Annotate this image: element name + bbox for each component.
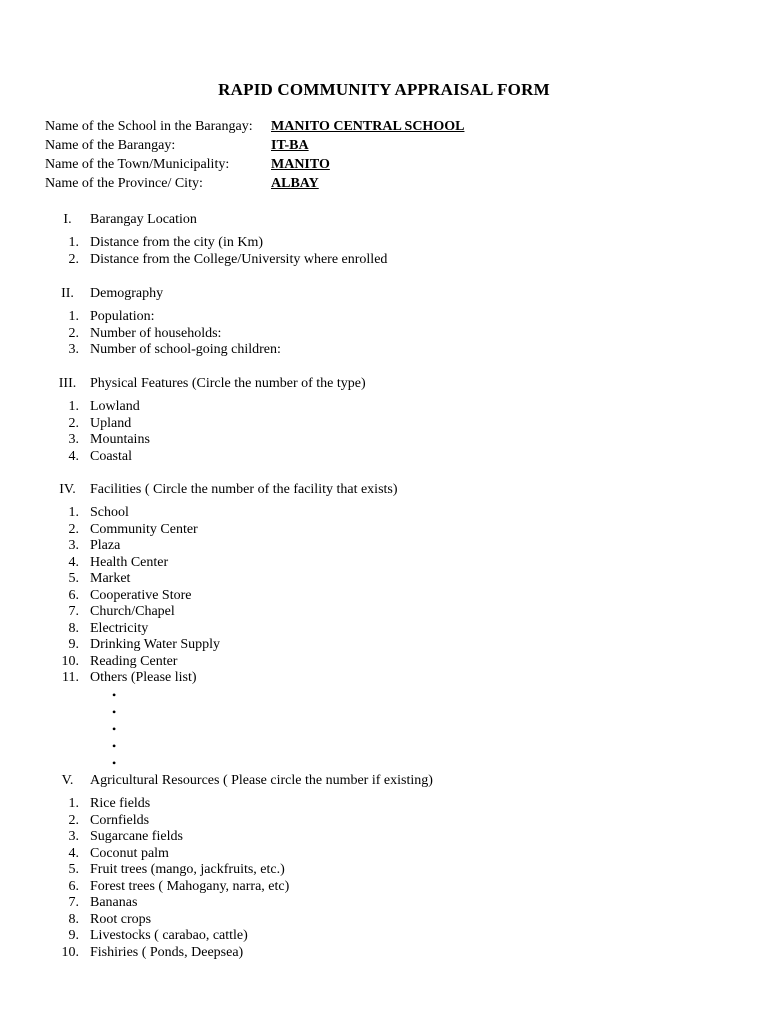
item-text: Livestocks ( carabao, cattle) — [90, 928, 248, 943]
item-text: Upland — [90, 415, 132, 431]
item-text: Fishiries ( Ponds, Deepsea) — [90, 944, 244, 960]
item-text: Reading Center — [90, 653, 178, 669]
blank-bullet: • — [112, 755, 117, 770]
item-number: 5. — [68, 862, 79, 877]
info-label: Name of the Province/ City: — [45, 176, 203, 191]
item-text: Number of households: — [90, 325, 222, 341]
item-text: Fruit trees (mango, jackfruits, etc.) — [90, 862, 285, 877]
item-number: 2. — [68, 415, 79, 431]
list-item — [45, 342, 281, 359]
section-title: Physical Features (Circle the number of the type) — [90, 376, 366, 391]
list-item — [45, 449, 366, 466]
item-text: Coastal — [90, 448, 132, 464]
item-text: Forest trees ( Mahogany, narra, etc) — [90, 878, 290, 894]
item-text: Health Center — [90, 554, 169, 570]
list-item — [45, 637, 398, 654]
item-number: 4. — [68, 554, 79, 570]
item-number: 2. — [68, 521, 79, 537]
item-number: 3. — [68, 829, 79, 844]
list-item — [45, 670, 398, 687]
section-number: II. — [61, 286, 74, 301]
item-number: 8. — [68, 911, 79, 927]
section-number: IV. — [59, 482, 76, 497]
item-number: 3. — [68, 538, 79, 553]
list-item — [45, 505, 398, 522]
item-text: Market — [90, 571, 131, 586]
item-number: 3. — [68, 342, 79, 357]
info-value: MANITO — [271, 157, 330, 172]
list-item — [45, 846, 433, 863]
item-number: 6. — [68, 878, 79, 894]
item-text: Mountains — [90, 432, 150, 447]
list-item — [45, 538, 398, 555]
blank-bullet: • — [112, 687, 117, 702]
section-facilities — [45, 481, 398, 772]
school-info — [45, 117, 464, 193]
item-text: Sugarcane fields — [90, 829, 183, 844]
section-heading — [45, 375, 366, 393]
item-number: 9. — [68, 637, 79, 652]
list-item — [45, 862, 433, 879]
item-number: 4. — [68, 845, 79, 861]
item-list — [45, 796, 433, 961]
list-item — [45, 895, 433, 912]
section-number: III. — [58, 376, 77, 391]
info-value: IT-BA — [271, 138, 309, 153]
item-number: 6. — [68, 587, 79, 603]
item-text: Cooperative Store — [90, 587, 192, 603]
item-list — [45, 399, 366, 465]
list-item — [45, 813, 433, 830]
list-item — [45, 945, 433, 962]
list-item — [45, 796, 433, 813]
item-text: Cornfields — [90, 812, 150, 828]
list-item — [45, 912, 433, 929]
list-item — [45, 235, 387, 252]
item-number: 1. — [68, 796, 79, 811]
item-text: Root crops — [90, 911, 152, 927]
item-text: Distance from the city (in Km) — [90, 235, 264, 250]
info-row-school — [45, 117, 464, 136]
info-row-province — [45, 174, 464, 193]
item-text: Rice fields — [90, 796, 151, 811]
item-text: Distance from the College/University where enrolled — [90, 251, 388, 267]
item-text: Lowland — [90, 399, 140, 414]
section-title: Agricultural Resources ( Please circle the number if existing) — [90, 773, 433, 788]
list-item — [45, 928, 433, 945]
list-item — [45, 588, 398, 605]
item-number: 10. — [61, 944, 79, 960]
item-number: 9. — [68, 928, 79, 943]
item-text: Others (Please list) — [90, 670, 197, 685]
item-number: 4. — [68, 448, 79, 464]
item-number: 11. — [62, 670, 79, 685]
info-value: ALBAY — [271, 176, 319, 191]
list-item — [45, 879, 433, 896]
item-number: 7. — [68, 895, 79, 910]
item-text: Electricity — [90, 620, 149, 636]
section-heading — [45, 481, 398, 499]
item-text: Church/Chapel — [90, 604, 175, 619]
blank-bullet: • — [112, 738, 117, 753]
item-number: 3. — [68, 432, 79, 447]
info-value: MANITO CENTRAL SCHOOL — [271, 119, 465, 134]
section-title: Barangay Location — [90, 212, 197, 227]
blank-bullet: • — [112, 704, 117, 719]
item-text: Plaza — [90, 538, 121, 553]
section-heading — [45, 772, 433, 790]
item-list — [45, 235, 387, 268]
info-row-barangay — [45, 136, 464, 155]
section-barangay-location — [45, 211, 387, 268]
blank-bullet: • — [112, 721, 117, 736]
list-item — [45, 555, 398, 572]
item-number: 10. — [61, 653, 79, 669]
item-number: 1. — [68, 505, 79, 520]
item-number: 7. — [68, 604, 79, 619]
list-item — [45, 309, 281, 326]
item-list — [45, 309, 281, 359]
list-item — [45, 416, 366, 433]
list-item — [45, 252, 387, 269]
list-item — [45, 571, 398, 588]
item-number: 2. — [68, 251, 79, 267]
list-item — [45, 432, 366, 449]
item-text: Number of school-going children: — [90, 342, 281, 357]
section-title: Facilities ( Circle the number of the facility that exists) — [90, 482, 398, 497]
info-label: Name of the School in the Barangay: — [45, 119, 253, 134]
list-item — [45, 399, 366, 416]
list-item — [45, 522, 398, 539]
item-number: 1. — [68, 235, 79, 250]
item-number: 2. — [68, 812, 79, 828]
list-item — [45, 829, 433, 846]
item-text: School — [90, 505, 129, 520]
form-title: RAPID COMMUNITY APPRAISAL FORM — [218, 80, 550, 99]
item-number: 1. — [68, 399, 79, 414]
section-demography — [45, 285, 281, 359]
info-label: Name of the Town/Municipality: — [45, 157, 230, 172]
section-number: I. — [63, 212, 72, 227]
item-text: Population: — [90, 309, 155, 324]
item-list — [45, 505, 398, 772]
section-number: V. — [61, 773, 74, 788]
item-text: Community Center — [90, 521, 198, 537]
info-row-town — [45, 155, 464, 174]
section-heading — [45, 211, 387, 229]
item-number: 5. — [68, 571, 79, 586]
section-title: Demography — [90, 286, 164, 301]
list-item — [45, 326, 281, 343]
list-item — [45, 621, 398, 638]
item-number: 1. — [68, 309, 79, 324]
section-physical-features — [45, 375, 366, 465]
item-text: Coconut palm — [90, 845, 169, 861]
info-label: Name of the Barangay: — [45, 138, 176, 153]
item-text: Drinking Water Supply — [90, 637, 221, 652]
item-number: 2. — [68, 325, 79, 341]
section-heading — [45, 285, 281, 303]
item-number: 8. — [68, 620, 79, 636]
list-item — [45, 654, 398, 671]
item-text: Bananas — [90, 895, 138, 910]
section-agricultural-resources — [45, 772, 433, 961]
list-item — [45, 604, 398, 621]
